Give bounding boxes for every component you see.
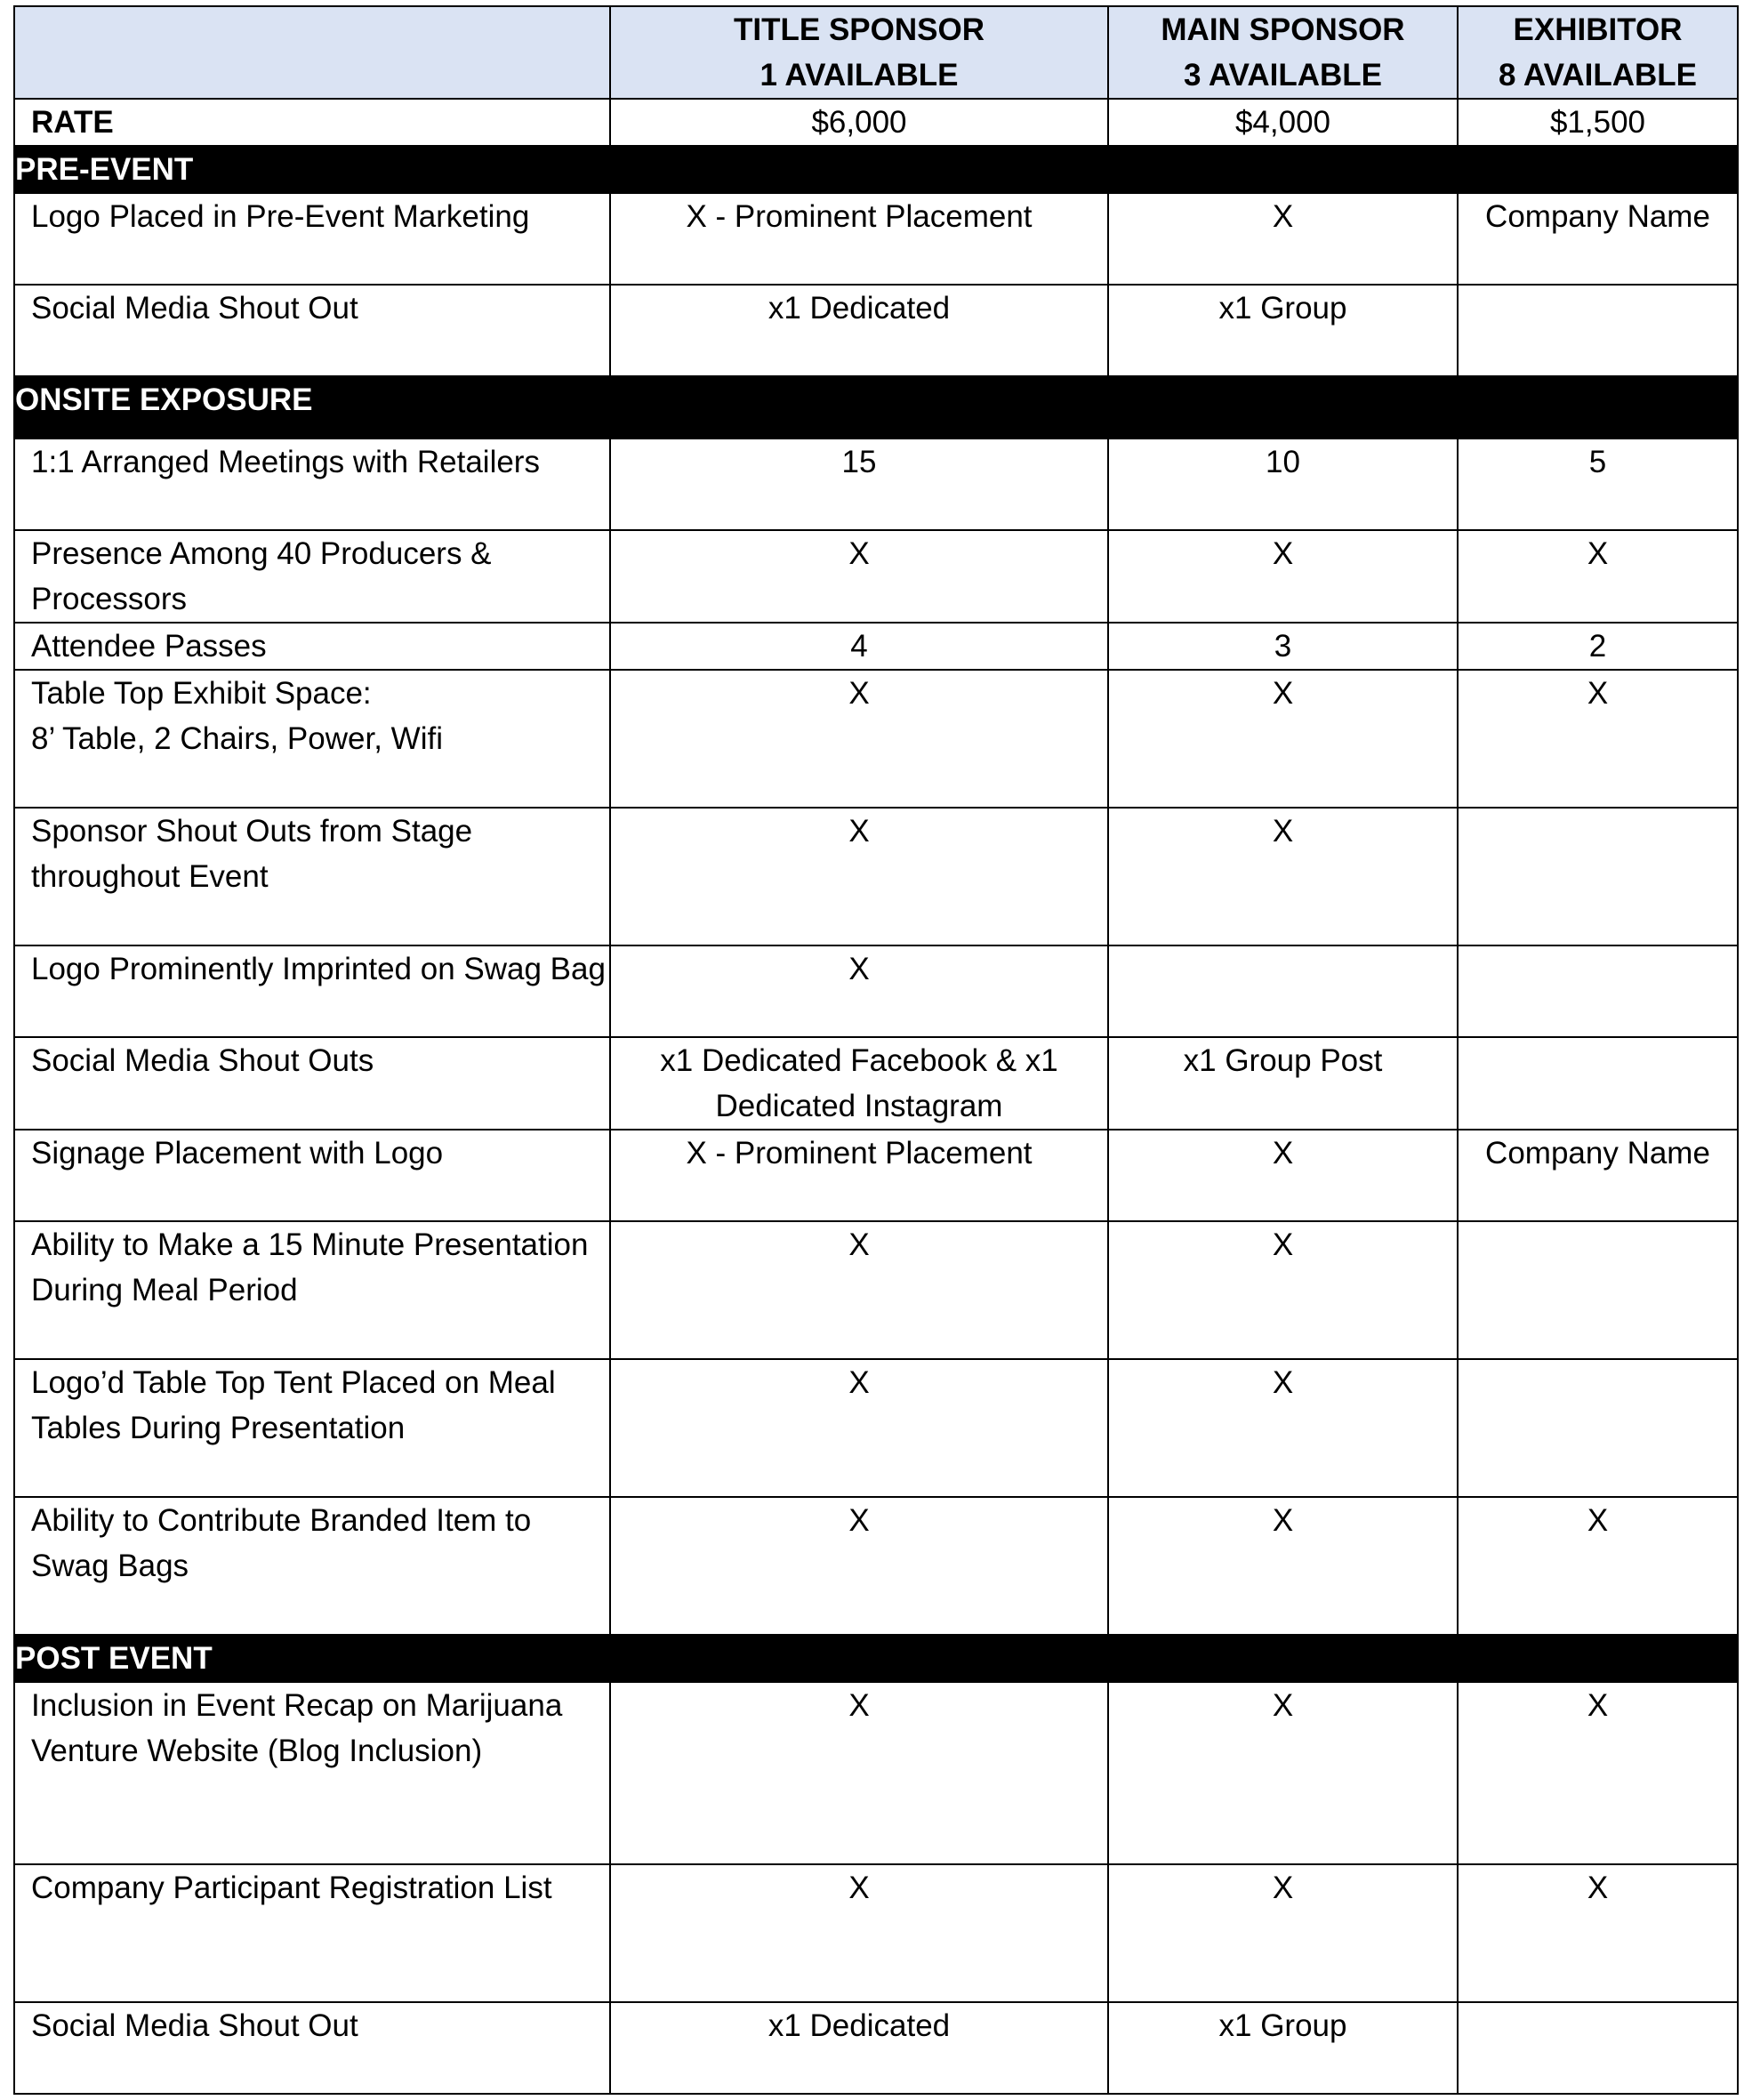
cell-main-sponsor: X: [1108, 1130, 1458, 1221]
cell-main-sponsor: 10: [1108, 439, 1458, 530]
row-label: [14, 1682, 610, 1864]
cell-title-sponsor: X: [610, 1864, 1108, 2002]
cell-exhibitor: 2: [1458, 623, 1738, 670]
cell-title-sponsor: x1 Dedicated: [610, 2002, 1108, 2094]
cell-exhibitor: X: [1458, 1497, 1738, 1635]
row-label-text: Ability to Make a 15 Minute Presentation During Meal Period: [31, 1227, 589, 1307]
cell-main-sponsor: X: [1108, 670, 1458, 808]
cell-exhibitor: [1458, 285, 1738, 376]
row-label: [14, 1497, 610, 1635]
row-label-text: Inclusion in Event Recap on Marijuana Venture Website (Blog Inclusion): [31, 1688, 563, 1768]
row-label-text: Logo’d Table Top Tent Placed on Meal Tables During Presentation: [31, 1365, 556, 1445]
cell-main-sponsor: X: [1108, 808, 1458, 945]
rate-main-sponsor: $4,000: [1108, 99, 1458, 146]
row-label-text: Attendee Passes: [31, 629, 267, 664]
cell-exhibitor: X: [1458, 670, 1738, 808]
table-row: [14, 530, 1738, 623]
cell-main-sponsor: X: [1108, 1221, 1458, 1359]
rate-exhibitor: $1,500: [1458, 99, 1738, 146]
header-exhibitor: [1458, 6, 1738, 99]
table-row: [14, 193, 1738, 285]
rate-label: RATE: [14, 99, 610, 146]
cell-exhibitor: Company Name: [1458, 1130, 1738, 1221]
table-row: [14, 1682, 1738, 1864]
row-label: [14, 945, 610, 1037]
row-label-text: Ability to Contribute Branded Item to Swag Bags: [31, 1503, 532, 1583]
tier-availability: 3 AVAILABLE: [1184, 58, 1382, 93]
header-main-sponsor: [1108, 6, 1458, 99]
row-label-text: Logo Prominently Imprinted on Swag Bag: [31, 952, 606, 986]
row-label: [14, 1864, 610, 2002]
cell-main-sponsor: [1108, 945, 1458, 1037]
row-label: [14, 670, 610, 808]
cell-exhibitor: Company Name: [1458, 193, 1738, 285]
table-row: [14, 1037, 1738, 1130]
cell-title-sponsor: X: [610, 1682, 1108, 1864]
tier-name: TITLE SPONSOR: [734, 12, 985, 47]
cell-main-sponsor: x1 Group Post: [1108, 1037, 1458, 1130]
cell-main-sponsor: X: [1108, 1682, 1458, 1864]
rate-row: [14, 99, 1738, 146]
table-row: [14, 670, 1738, 808]
section-title: POST EVENT: [14, 1635, 1738, 1682]
table-row: [14, 945, 1738, 1037]
table-row: [14, 623, 1738, 670]
section-title: ONSITE EXPOSURE: [14, 376, 1738, 439]
row-label: [14, 530, 610, 623]
row-label-text-line2: 8’ Table, 2 Chairs, Power, Wifi: [31, 721, 443, 756]
cell-title-sponsor: X: [610, 670, 1108, 808]
cell-title-sponsor: X: [610, 945, 1108, 1037]
table-row: [14, 1221, 1738, 1359]
cell-title-sponsor: 4: [610, 623, 1108, 670]
table-row: [14, 1864, 1738, 2002]
sponsorship-table: [13, 5, 1739, 2095]
cell-main-sponsor: X: [1108, 193, 1458, 285]
tier-availability: 1 AVAILABLE: [759, 58, 959, 93]
row-label: [14, 623, 610, 670]
row-label: [14, 1130, 610, 1221]
table-row: [14, 2002, 1738, 2094]
cell-title-sponsor: x1 Dedicated Facebook & x1 Dedicated Instagram: [610, 1037, 1108, 1130]
section-header-row: [14, 146, 1738, 193]
header-row: [14, 6, 1738, 99]
cell-exhibitor: [1458, 945, 1738, 1037]
row-label: [14, 285, 610, 376]
tier-name: MAIN SPONSOR: [1161, 12, 1405, 47]
cell-exhibitor: X: [1458, 1864, 1738, 2002]
row-label-text: Social Media Shout Outs: [31, 1043, 374, 1078]
row-label-text: Presence Among 40 Producers & Processors: [31, 536, 492, 616]
cell-main-sponsor: x1 Group: [1108, 285, 1458, 376]
row-label: [14, 193, 610, 285]
row-label-text: Sponsor Shout Outs from Stage throughout Event: [31, 814, 473, 894]
row-label: [14, 439, 610, 530]
cell-main-sponsor: X: [1108, 530, 1458, 623]
table-row: [14, 808, 1738, 945]
row-label-text: 1:1 Arranged Meetings with Retailers: [31, 445, 540, 479]
section-header-row: [14, 1635, 1738, 1682]
cell-exhibitor: 5: [1458, 439, 1738, 530]
row-label-text: Social Media Shout Out: [31, 291, 358, 326]
tier-name: EXHIBITOR: [1513, 12, 1683, 47]
row-label: [14, 1359, 610, 1497]
cell-exhibitor: X: [1458, 530, 1738, 623]
cell-title-sponsor: X: [610, 808, 1108, 945]
table-row: [14, 1497, 1738, 1635]
row-label-text: Table Top Exhibit Space:: [31, 676, 372, 711]
cell-main-sponsor: X: [1108, 1497, 1458, 1635]
cell-exhibitor: [1458, 1037, 1738, 1130]
cell-title-sponsor: X: [610, 1359, 1108, 1497]
header-title-sponsor: [610, 6, 1108, 99]
cell-title-sponsor: X: [610, 530, 1108, 623]
cell-title-sponsor: X: [610, 1497, 1108, 1635]
sections-body: [14, 146, 1738, 2094]
row-label-text: Logo Placed in Pre-Event Marketing: [31, 199, 530, 234]
row-label: [14, 1037, 610, 1130]
row-label: [14, 808, 610, 945]
header-blank-cell: [14, 6, 610, 99]
cell-main-sponsor: X: [1108, 1359, 1458, 1497]
cell-title-sponsor: x1 Dedicated: [610, 285, 1108, 376]
section-header-row: [14, 376, 1738, 439]
table-row: [14, 439, 1738, 530]
row-label: [14, 1221, 610, 1359]
row-label-text: Company Participant Registration List: [31, 1871, 552, 1905]
cell-main-sponsor: X: [1108, 1864, 1458, 2002]
table-row: [14, 1130, 1738, 1221]
cell-title-sponsor: 15: [610, 439, 1108, 530]
row-label-text: Social Media Shout Out: [31, 2008, 358, 2043]
cell-title-sponsor: X: [610, 1221, 1108, 1359]
section-title: PRE-EVENT: [14, 146, 1738, 193]
cell-exhibitor: [1458, 808, 1738, 945]
tier-availability: 8 AVAILABLE: [1499, 58, 1697, 93]
table-row: [14, 285, 1738, 376]
cell-title-sponsor: X - Prominent Placement: [610, 1130, 1108, 1221]
table-row: [14, 1359, 1738, 1497]
cell-exhibitor: [1458, 2002, 1738, 2094]
cell-exhibitor: X: [1458, 1682, 1738, 1864]
cell-exhibitor: [1458, 1359, 1738, 1497]
row-label: [14, 2002, 610, 2094]
row-label-text: Signage Placement with Logo: [31, 1136, 444, 1171]
rate-title-sponsor: $6,000: [610, 99, 1108, 146]
cell-title-sponsor: X - Prominent Placement: [610, 193, 1108, 285]
cell-main-sponsor: 3: [1108, 623, 1458, 670]
cell-main-sponsor: x1 Group: [1108, 2002, 1458, 2094]
cell-exhibitor: [1458, 1221, 1738, 1359]
